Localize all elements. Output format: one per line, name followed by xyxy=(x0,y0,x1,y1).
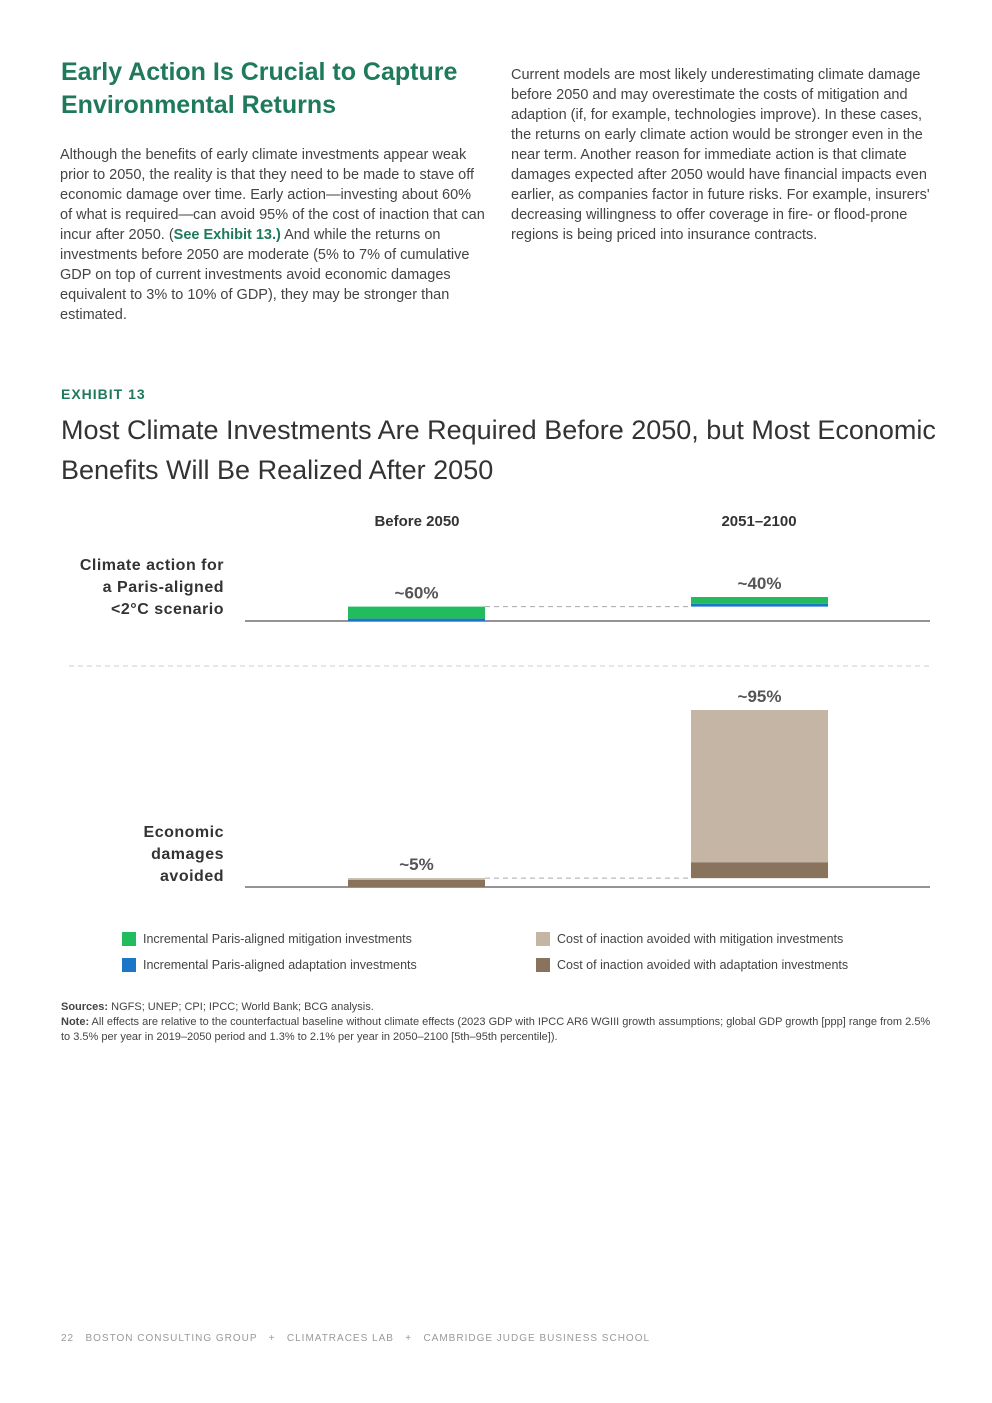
bar-value-label: ~95% xyxy=(737,687,782,706)
column-header: 2051–2100 xyxy=(721,513,797,530)
bar-adaptation xyxy=(348,619,485,621)
legend-item: Cost of inaction avoided with adaptation investments xyxy=(536,958,848,972)
text: Although the benefits of early climate investments appear weak prior to 2050, the reality is that they need to be made to stave off economic damage over time. Early action—investing about 60% of what is required—can avoid 95% of the cost of inaction that can incur after 2050. ( xyxy=(60,147,485,243)
legend-item: Incremental Paris-aligned mitigation investments xyxy=(122,932,412,946)
text: And while the returns on investments before 2050 are moderate (5% to 7% of cumulative GDP on top of current investments avoid economic damages equivalent to 3% to 10% of GDP), they may be stronger than estimated. xyxy=(60,227,470,323)
legend-swatch xyxy=(536,958,550,972)
bar-value-label: ~60% xyxy=(394,583,439,603)
bar-mitigation xyxy=(348,878,485,880)
bar-adaptation xyxy=(691,862,828,878)
chart-title: Most Climate Investments Are Required Before 2050, but Most Economic Benefits Will Be Realized After 2050 xyxy=(61,415,936,485)
section-heading: Early Action Is Crucial to Capture Environmental Returns xyxy=(61,58,458,119)
bar-value-label: ~40% xyxy=(737,574,782,593)
bar-adaptation xyxy=(348,880,485,887)
bar-mitigation xyxy=(691,710,828,862)
right-paragraph: Current models are most likely underestimating climate damage before 2050 and may overestimate the costs of mitigation and adaption (if, for example, technologies improve). In these cases, the returns on early climate action would be stronger even in the near term. Another reason for immediate action is that climate damages expected after 2050 would have financial impacts even earlier, as companies factor in future risks. For example, insurers' decreasing willingness to offer coverage in fire- or flood-prone regions is being priced into insurance contracts. xyxy=(511,67,930,243)
column-header: Before 2050 xyxy=(374,513,460,530)
bar-mitigation xyxy=(691,597,828,604)
bar-adaptation xyxy=(691,604,828,607)
exhibit-link[interactable]: See Exhibit 13.) xyxy=(173,227,281,243)
sources-note: Sources: NGFS; UNEP; CPI; IPCC; World Bank; BCG analysis. Note: All effects are relative to the counterfactual baseline without climate effects (2023 GDP with IPCC AR6 WGIII growth assumptions; global GDP growth [ppp] range from 2.5% to 3.5% per year in 2019–2050 period and 1.3% to 2.1% per year in 2050–2100 [5th–95th percentile]). xyxy=(61,1001,931,1043)
bar-mitigation xyxy=(348,607,485,619)
legend-swatch xyxy=(122,932,136,946)
row-label-economic-damages: Economic damages avoided xyxy=(143,824,224,885)
legend-swatch xyxy=(536,932,550,946)
bar-value-label: ~5% xyxy=(399,855,434,875)
row-label-climate-action: Climate action for a Paris-aligned <2°C scenario xyxy=(79,557,224,618)
legend-item: Cost of inaction avoided with mitigation investments xyxy=(536,932,843,946)
legend-item: Incremental Paris-aligned adaptation investments xyxy=(122,958,417,972)
legend-swatch xyxy=(122,958,136,972)
exhibit-label: EXHIBIT 13 xyxy=(61,386,146,402)
page-footer: 22 BOSTON CONSULTING GROUP + CLIMATRACES LAB + CAMBRIDGE JUDGE BUSINESS SCHOOL xyxy=(61,1333,651,1344)
